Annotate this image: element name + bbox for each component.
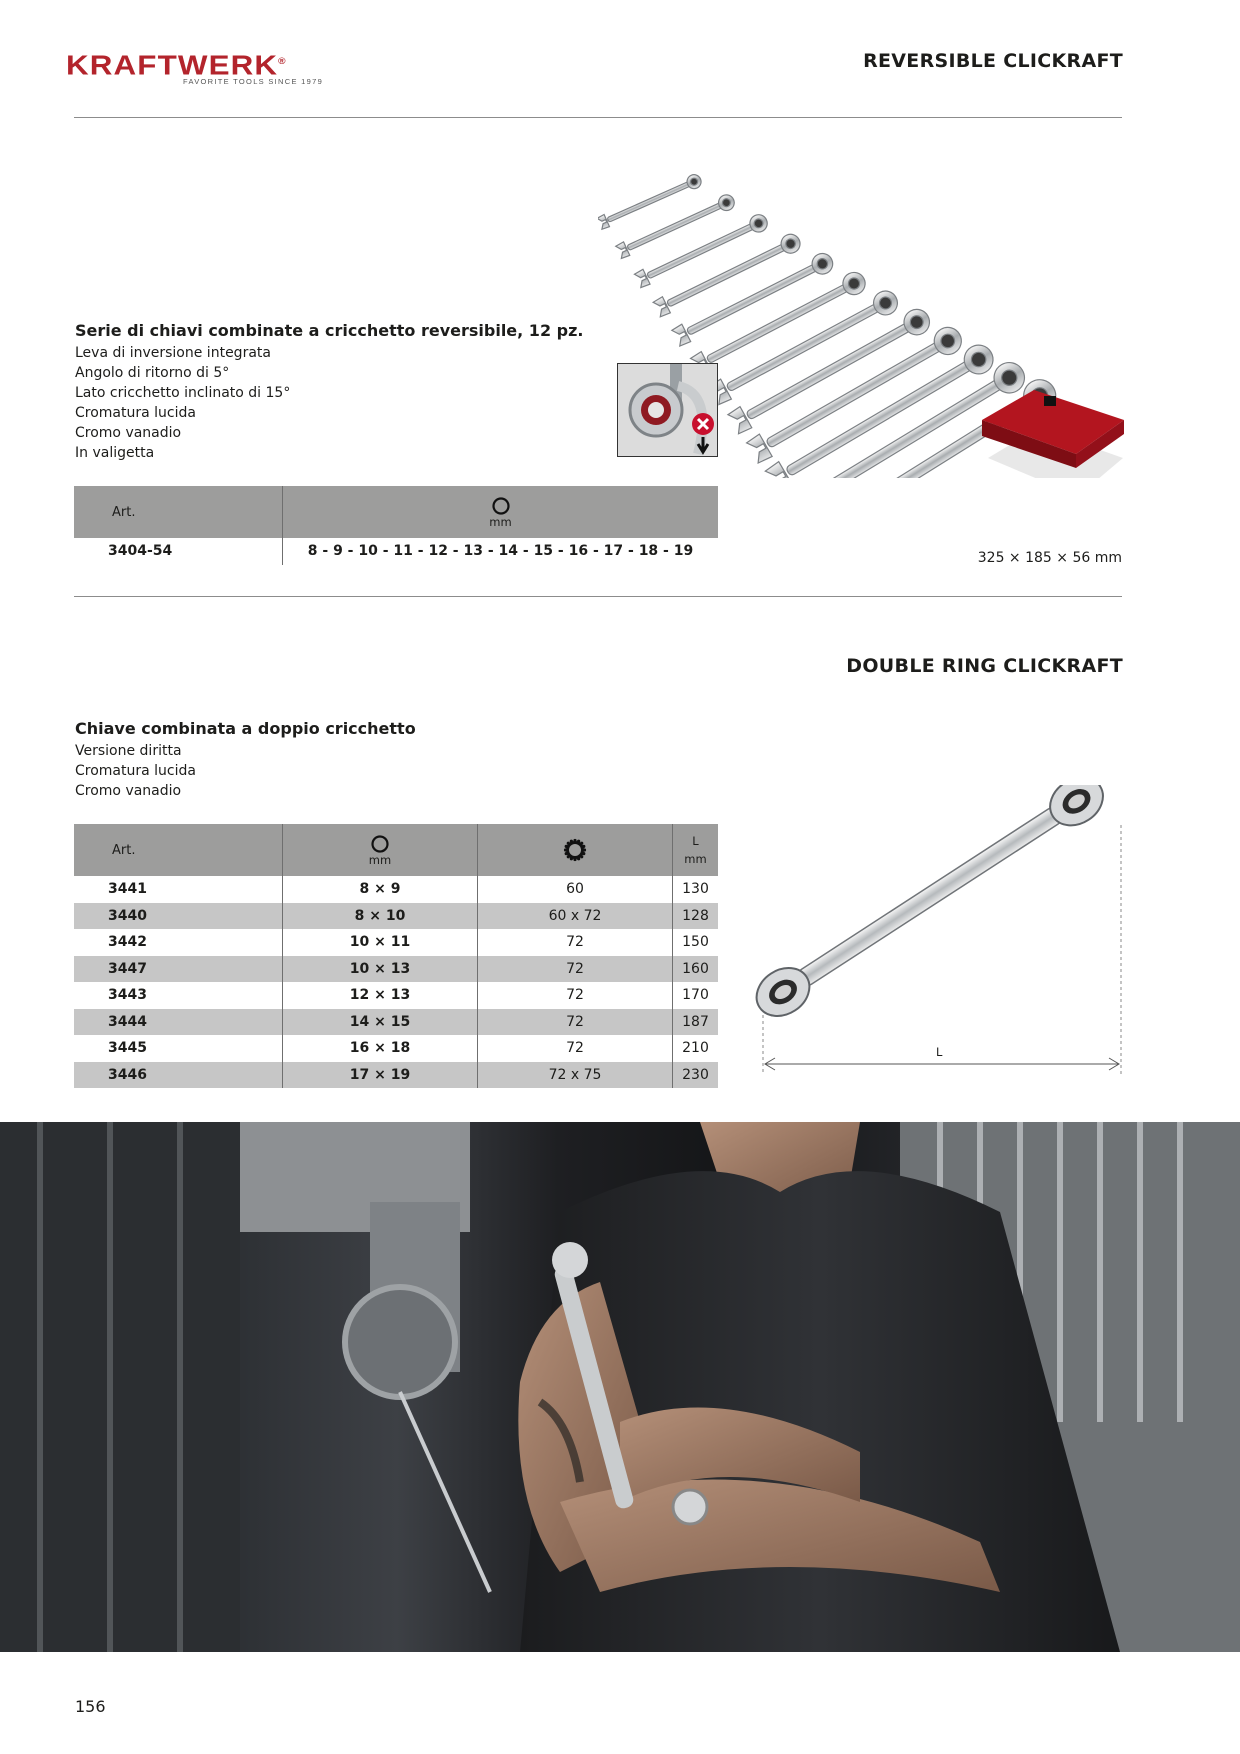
ratchet-teeth-icon [563,838,587,862]
section-title-reversible: REVERSIBLE CLICKRAFT [863,50,1123,72]
table-row [74,929,718,956]
cell-teeth: 72 [478,1009,673,1036]
cell-teeth: 72 [478,1035,673,1062]
cell-length: 187 [673,1009,719,1036]
table-row [74,982,718,1009]
feature-item: Cromatura lucida [75,405,196,421]
cell-teeth: 72 [478,929,673,956]
cell-art: 3443 [108,987,147,1004]
cell-teeth: 72 [478,956,673,983]
feature-item: Lato cricchetto inclinato di 15° [75,385,291,401]
cell-length: 170 [673,982,719,1009]
feature-item: Cromatura lucida [75,763,196,779]
table-row [74,903,718,930]
feature-list-double [75,741,196,801]
col-unit-mm: mm [489,515,512,529]
cell-length: 128 [673,903,719,930]
table-row [74,876,718,903]
cell-size: 8 × 9 [283,876,478,903]
cell-size: 8 × 10 [283,903,478,930]
col-header-art: Art. [74,824,283,876]
cell-teeth: 72 x 75 [478,1062,673,1089]
brand-logo [66,46,324,90]
feature-item: Versione diritta [75,743,182,759]
spec-table-set [74,486,718,565]
table-row [74,956,718,983]
col-header-size [283,824,478,876]
double-ring-wrench-image [755,785,1135,1075]
col-length-label: L [692,834,699,848]
table-row [74,1009,718,1036]
feature-list-set [75,343,290,463]
col-header-length [673,824,719,876]
cell-size: 10 × 13 [283,956,478,983]
cell-art: 3447 [74,956,283,983]
cell-art: 3446 [74,1062,283,1089]
cell-art: 3445 [108,1040,147,1057]
case-dimensions: 325 × 185 × 56 mm [977,550,1122,566]
table-row [74,1062,718,1089]
cell-teeth: 60 x 72 [478,903,673,930]
cell-art: 3441 [108,881,147,898]
section-divider [74,596,1122,597]
cell-teeth: 60 [478,876,673,903]
cell-size: 17 × 19 [283,1062,478,1089]
feature-item: Angolo di ritorno di 5° [75,365,230,381]
registered-mark: ® [278,56,287,66]
cell-length: 210 [673,1035,719,1062]
section-title-double-ring: DOUBLE RING CLICKRAFT [846,655,1123,677]
cell-size: 10 × 11 [283,929,478,956]
cell-length: 160 [673,956,719,983]
col-header-size [283,486,719,538]
length-dimension-label: L [936,1045,943,1059]
spec-table-double [74,824,718,1088]
cell-length: 230 [673,1062,719,1089]
carry-case-image [982,390,1124,478]
cell-size: 12 × 13 [283,982,478,1009]
header-divider [74,117,1122,118]
cell-art: 3404-54 [108,543,173,560]
cell-teeth: 72 [478,982,673,1009]
table-row [74,1035,718,1062]
feature-item: Cromo vanadio [75,425,182,441]
col-unit-mm: mm [684,852,707,866]
cell-length: 150 [673,929,719,956]
ring-size-icon [370,834,390,854]
page-number: 156 [75,1697,106,1716]
brand-tagline: FAVORITE TOOLS SINCE 1979 [183,77,324,86]
cell-art: 3442 [108,934,147,951]
col-header-art: Art. [74,486,283,538]
cell-sizes: 8 - 9 - 10 - 11 - 12 - 13 - 14 - 15 - 16 - 17 - 18 - 19 [283,538,719,565]
cell-art: 3440 [74,903,283,930]
ratchet-detail-image [617,363,718,457]
feature-item: Cromo vanadio [75,783,182,799]
col-header-teeth [478,824,673,876]
brand-name: KRAFTWERK [66,49,279,81]
cell-size: 14 × 15 [283,1009,478,1036]
ring-size-icon [491,496,511,516]
feature-item: In valigetta [75,445,155,461]
product-title-double: Chiave combinata a doppio cricchetto [75,719,416,738]
col-unit-mm: mm [368,853,392,867]
cell-length: 130 [673,876,719,903]
feature-item: Leva di inversione integrata [75,345,271,361]
mechanic-photo [0,1122,1240,1652]
cell-size: 16 × 18 [283,1035,478,1062]
product-title-set: Serie di chiavi combinate a cricchetto reversibile, 12 pz. [75,321,584,340]
cell-art: 3444 [74,1009,283,1036]
